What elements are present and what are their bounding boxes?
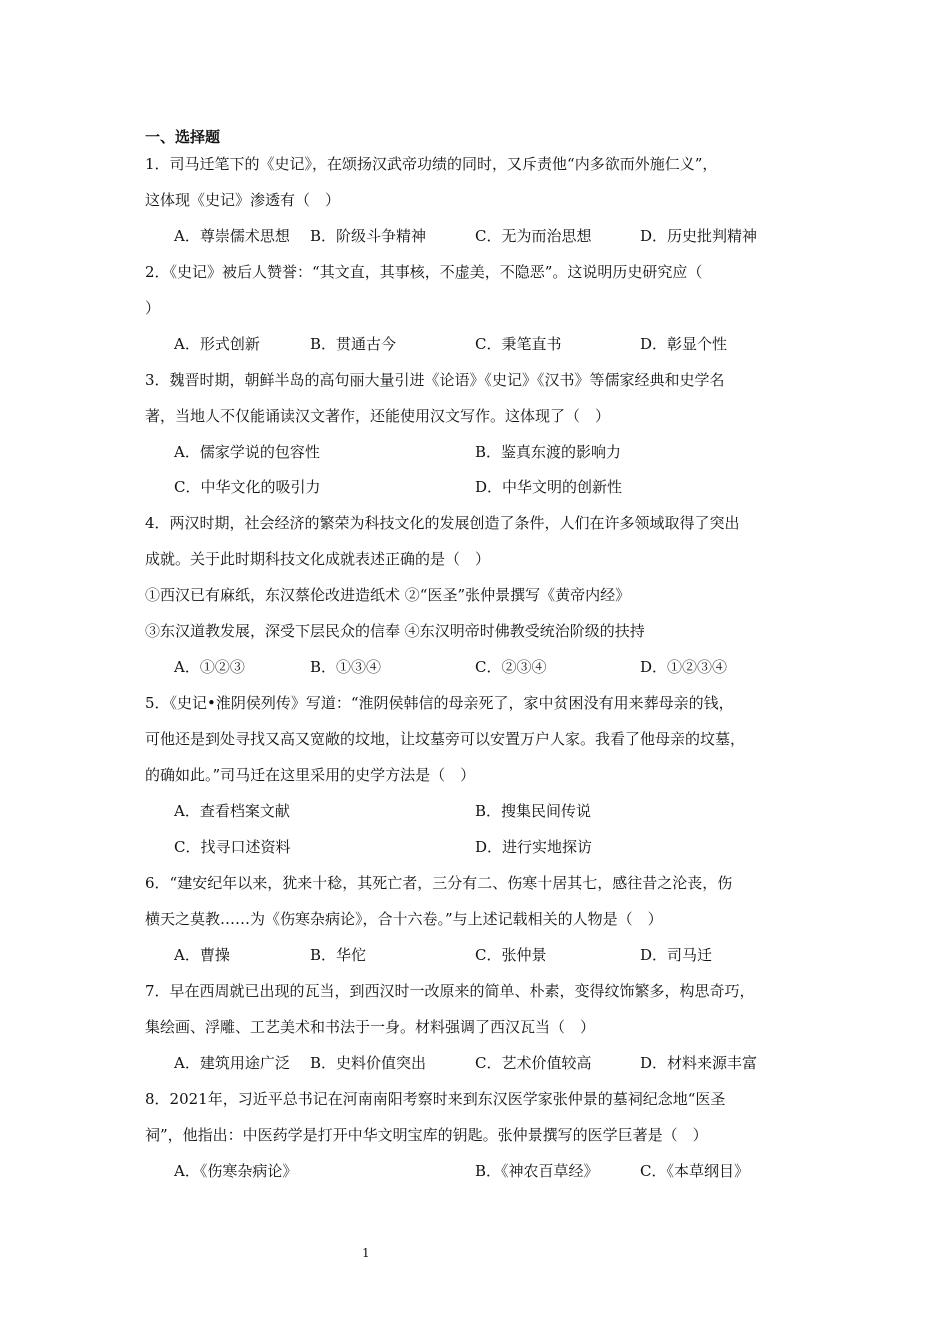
question-3-line-2: 著，当地人不仅能诵读汉文著作，还能使用汉文写作。这体现了（ ） xyxy=(145,407,611,425)
q1-option-b: B．阶级斗争精神 xyxy=(310,227,427,245)
section-title: 一、选择题 xyxy=(145,128,221,146)
q5-option-c: C．找寻口述资料 xyxy=(174,838,291,856)
q8-option-b: B．《神农百草经》 xyxy=(475,1162,599,1180)
q2-option-c: C．秉笔直书 xyxy=(475,335,562,353)
q1-option-d: D．历史批判精神 xyxy=(640,227,758,245)
question-4-line-2: 成就。关于此时期科技文化成就表述正确的是（ ） xyxy=(145,550,491,568)
q3-option-a: A．儒家学说的包容性 xyxy=(174,443,320,461)
q5-option-d: D．进行实地探访 xyxy=(475,838,593,856)
question-1-line-1: 1．司马迁笔下的《史记》，在颂扬汉武帝功绩的同时，又斥责他“内多欲而外施仁义”， xyxy=(145,155,718,173)
question-6-line-1: 6．“建安纪年以来，犹来十稔，其死亡者，三分有二、伤寒十居其七，感往昔之沦丧，伤 xyxy=(145,874,733,892)
question-8-line-2: 祠”，他指出：中医药学是打开中华文明宝库的钥匙。张仲景撰写的医学巨著是（ ） xyxy=(145,1126,708,1144)
q4-option-d: D．①②③④ xyxy=(640,658,728,676)
q4-option-c: C．②③④ xyxy=(475,658,547,676)
q4-option-b: B．①③④ xyxy=(310,658,382,676)
page-number: 1 xyxy=(362,1246,370,1260)
q5-option-b: B．搜集民间传说 xyxy=(475,802,592,820)
q2-option-d: D．彰显个性 xyxy=(640,335,728,353)
q7-option-d: D．材料来源丰富 xyxy=(640,1054,758,1072)
question-7-line-1: 7．早在西周就已出现的瓦当，到西汉时一改原来的简单、朴素，变得纹饰繁多，构思奇巧， xyxy=(145,982,755,1000)
question-5-line-2: 可他还是到处寻找又高又宽敞的坟地，让坟墓旁可以安置万户人家。我看了他母亲的坟墓， xyxy=(145,730,746,748)
question-2-line-1: 2．《史记》被后人赞誉：“其文直，其事核，不虚美，不隐恶”。这说明历史研究应（ xyxy=(145,263,703,281)
q6-option-c: C．张仲景 xyxy=(475,946,547,964)
question-7-line-2: 集绘画、浮雕、工艺美术和书法于一身。材料强调了西汉瓦当（ ） xyxy=(145,1018,596,1036)
q8-option-c: C．《本草纲目》 xyxy=(640,1162,749,1180)
question-3-line-1: 3．魏晋时期，朝鲜半岛的高句丽大量引进《论语》《史记》《汉书》等儒家经典和史学名 xyxy=(145,371,725,389)
q6-option-b: B．华佗 xyxy=(310,946,367,964)
question-1-line-2: 这体现《史记》渗透有（ ） xyxy=(145,191,341,209)
question-4-statement-2: ③东汉道教发展，深受下层民众的信奉 ④东汉明帝时佛教受统治阶级的扶持 xyxy=(145,622,645,640)
q4-option-a: A．①②③ xyxy=(174,658,245,676)
q7-option-c: C．艺术价值较高 xyxy=(475,1054,592,1072)
q7-option-a: A．建筑用途广泛 xyxy=(174,1054,290,1072)
q8-option-a: A．《伤寒杂病论》 xyxy=(174,1162,298,1180)
question-8-line-1: 8．2021年，习近平总书记在河南南阳考察时来到东汉医学家张仲景的墓祠纪念地“医圣 xyxy=(145,1090,726,1108)
q2-option-a: A．形式创新 xyxy=(174,335,260,353)
q3-option-b: B．鉴真东渡的影响力 xyxy=(475,443,622,461)
question-5-line-1: 5．《史记•淮阴侯列传》写道：“淮阴侯韩信的母亲死了，家中贫困没有用来葬母亲的钱， xyxy=(145,694,734,712)
q1-option-a: A．尊崇儒术思想 xyxy=(174,227,290,245)
q2-option-b: B．贯通古今 xyxy=(310,335,397,353)
q3-option-c: C．中华文化的吸引力 xyxy=(174,478,321,496)
q1-option-c: C．无为而治思想 xyxy=(475,227,592,245)
question-4-line-1: 4．两汉时期，社会经济的繁荣为科技文化的发展创造了条件，人们在许多领域取得了突出 xyxy=(145,514,740,532)
q6-option-a: A．曹操 xyxy=(174,946,230,964)
question-6-line-2: 横天之莫教……为《伤寒杂病论》，合十六卷。”与上述记载相关的人物是（ ） xyxy=(145,910,663,928)
q6-option-d: D．司马迁 xyxy=(640,946,713,964)
q7-option-b: B．史料价值突出 xyxy=(310,1054,427,1072)
question-5-line-3: 的确如此。”司马迁在这里采用的史学方法是（ ） xyxy=(145,766,476,784)
q5-option-a: A．查看档案文献 xyxy=(174,802,290,820)
q3-option-d: D．中华文明的创新性 xyxy=(475,478,623,496)
question-4-statement-1: ①西汉已有麻纸，东汉蔡伦改进造纸术 ②“医圣”张仲景撰写《黄帝内经》 xyxy=(145,586,631,604)
question-2-line-2: ） xyxy=(145,299,161,317)
